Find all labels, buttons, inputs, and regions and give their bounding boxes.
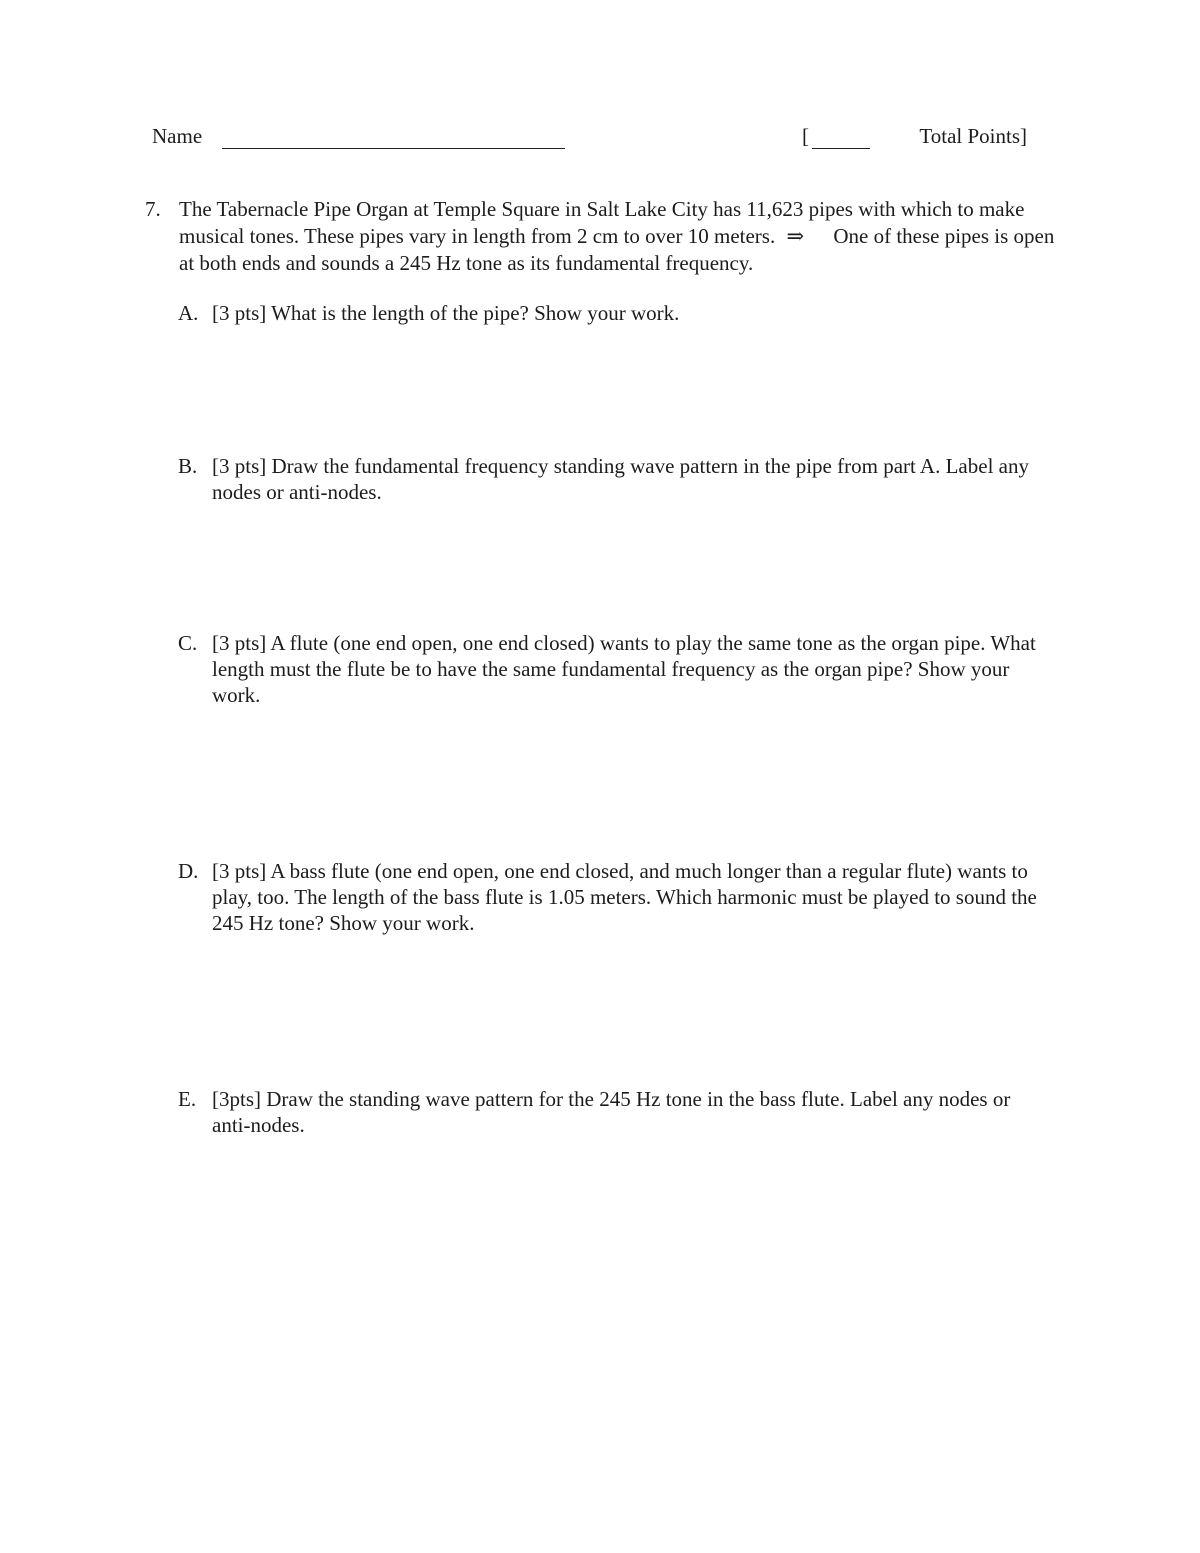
points-bracket-open: [ <box>802 124 809 148</box>
points-field[interactable] <box>812 148 870 149</box>
part-text: [3 pts] What is the length of the pipe? Show your work. <box>212 301 680 325</box>
part-text: [3 pts] Draw the fundamental frequency standing wave pattern in the pipe from part A. Label any nodes or anti-nodes. <box>212 454 1029 504</box>
part-letter: C. <box>178 631 198 655</box>
arrow-icon: ⇒ <box>786 224 805 248</box>
header <box>152 124 1027 156</box>
question-text-part1: The Tabernacle Pipe Organ at Temple Square in Salt Lake City has 11,623 pipes with which to make musical tones. These pipes vary in length from 2 cm to over 10 meters. <box>179 197 1025 248</box>
name-field[interactable] <box>222 148 565 149</box>
part-letter: B. <box>178 454 198 478</box>
part-letter: D. <box>178 859 199 883</box>
total-points-label: Total Points] <box>919 124 1027 148</box>
part-text: [3 pts] A bass flute (one end open, one end closed, and much longer than a regular flute) wants to play, too. The length of the bass flute is 1.05 meters. Which harmonic must be played to sound the 245 Hz tone? Show your work. <box>212 859 1037 935</box>
total-points <box>802 124 1027 154</box>
name-label: Name <box>152 124 203 148</box>
part-text: [3 pts] A flute (one end open, one end closed) wants to play the same tone as the organ pipe. What length must the flute be to have the same fundamental frequency as the organ pipe? Show your work. <box>212 631 1036 707</box>
question-number: 7. <box>145 197 161 221</box>
question-text-part2: One of these pipes is open at both ends and sounds a 245 Hz tone as its fundamental frequency. <box>179 224 1055 275</box>
part-letter: E. <box>178 1087 197 1111</box>
part-text: [3pts] Draw the standing wave pattern for the 245 Hz tone in the bass flute. Label any nodes or anti-nodes. <box>212 1087 1011 1137</box>
question-text <box>179 196 1059 277</box>
part-letter: A. <box>178 301 199 325</box>
